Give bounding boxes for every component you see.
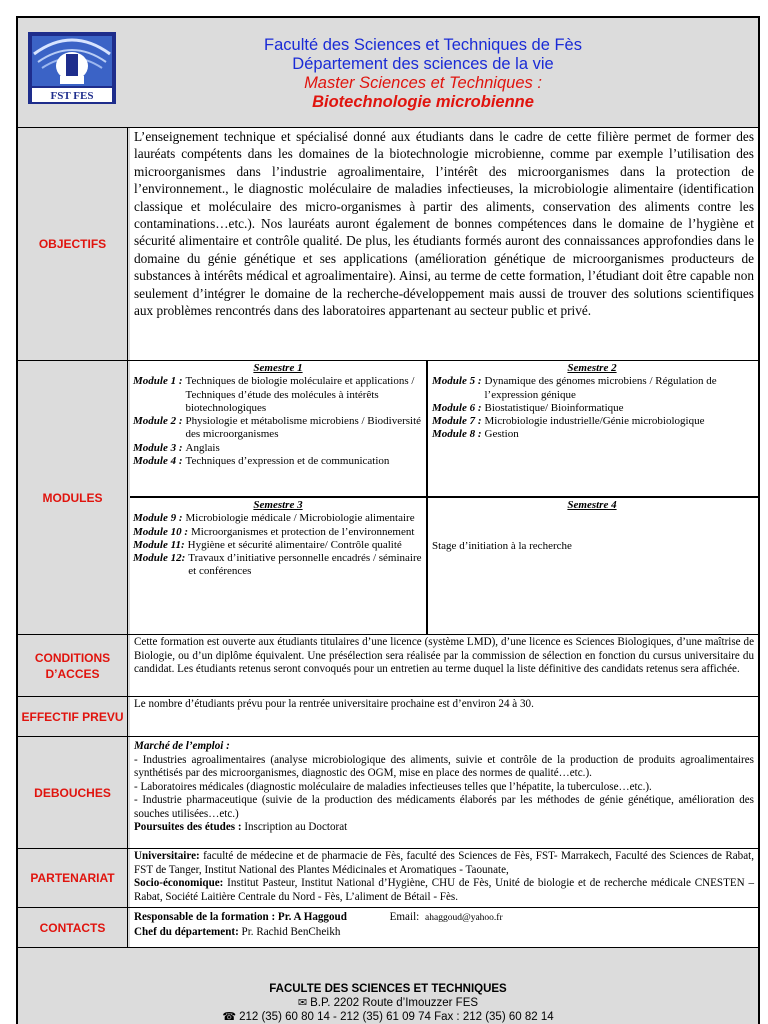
partenariat-row [18, 849, 758, 908]
module-key: Module 7 : [432, 415, 482, 428]
telephone-icon: ☎ [222, 1011, 237, 1023]
faculty-title: Faculté des Sciences et Techniques de Fès [264, 36, 582, 54]
contacts-label: CONTACTS [18, 908, 128, 947]
modules-label: MODULES [18, 361, 128, 634]
effectif-label: EFFECTIF PREVU [18, 697, 128, 736]
module-item [133, 415, 423, 442]
mailbox-icon: ✉ [297, 997, 308, 1009]
module-key: Module 10 : [133, 525, 188, 538]
module-key: Module 9 : [133, 512, 183, 525]
module-value: Microbiologie médicale / Microbiologie alimentaire [185, 512, 415, 525]
semestre-1 [133, 362, 423, 468]
module-key: Module 4 : [133, 455, 183, 468]
master-title: Master Sciences et Techniques : [304, 74, 542, 92]
socio-title: Socio-économique: [134, 877, 224, 889]
module-value: Microbiologie industrielle/Génie microbiologique [484, 415, 705, 428]
responsable-title: Responsable de la formation [134, 911, 269, 923]
contacts-cell: Responsable de la formation : Pr. A Haggoud Email: ahaggoud@yahoo.fr Chef du département: Pr. Rachid BenCheikh [130, 908, 758, 947]
module-key: Module 8 : [432, 428, 482, 441]
module-key: Module 3 : [133, 441, 183, 454]
module-item [432, 415, 752, 428]
document-frame [16, 16, 760, 1024]
debouche-item-2: - Laboratoires médicales (diagnostic moléculaire de maladies infectieuses telles que l’hépatite, la tuberculose…etc.). [134, 780, 652, 793]
email-link[interactable]: ahaggoud@yahoo.fr [425, 913, 503, 923]
department-title: Département des sciences de la vie [292, 55, 554, 73]
module-key: Module 2 : [133, 415, 183, 428]
module-item [133, 512, 423, 525]
module-item [432, 375, 752, 402]
universitaire-title: Universitaire: [134, 850, 200, 862]
module-value: Techniques de biologie moléculaire et applications / Techniques d’étude des molécules à intérêts biotechnologiques [185, 375, 415, 414]
footer-address: B.P. 2202 Route d’Imouzzer FES [310, 997, 479, 1009]
module-value: Dynamique des génomes microbiens / Régulation de l’expression génique [484, 375, 717, 401]
responsable-name: Pr. A Haggoud [277, 911, 347, 923]
module-value: Techniques d’expression et de communication [185, 455, 390, 468]
footer [18, 966, 758, 1024]
modules-cell [130, 361, 758, 634]
module-value: Physiologie et métabolisme microbiens / Biodiversité des microorganismes [185, 415, 422, 441]
chef-title: Chef du département: [134, 926, 239, 938]
poursuite-text: Inscription au Doctorat [241, 821, 348, 833]
conditions-label: CONDITIONS D’ACCES [18, 635, 128, 696]
chef-name: Pr. Rachid BenCheikh [238, 926, 341, 938]
semestre-2-title: Semestre 2 [567, 362, 617, 374]
module-item [133, 442, 423, 455]
debouches-label: DEBOUCHES [18, 737, 128, 848]
module-item [133, 552, 423, 579]
semestre-4-title: Semestre 4 [567, 499, 617, 511]
marche-title: Marché de l’emploi : [134, 740, 230, 752]
partenariat-label: PARTENARIAT [18, 849, 128, 907]
program-title: Biotechnologie microbienne [312, 93, 534, 111]
logo-caption: FST FES [50, 90, 94, 102]
module-key: Module 5 : [432, 375, 482, 388]
debouches-cell [130, 737, 758, 848]
module-item [133, 539, 423, 552]
module-value: Microorganismes et protection de l’environnement [191, 525, 415, 538]
debouche-item-3: - Industrie pharmaceutique (suivie de la production des médicaments élaborés par les méthodes de génie génétique, amélioration des souches utilisées…etc.) [134, 794, 754, 820]
effectif-row [18, 697, 758, 737]
socio-text: Institut Pasteur, Institut National d’Hygiène, CHU de Fès, Unité de biologie et de recherche médicale CNESTEN – Rabat, Société Laitière Centrale du Nord - Fès, L’aliment de Bétail - Fès. [134, 877, 754, 903]
module-key: Module 1 : [133, 375, 183, 388]
semestre-4 [432, 499, 752, 554]
module-item [133, 455, 423, 468]
module-value: Anglais [185, 441, 220, 454]
module-key: Module 12: [133, 552, 186, 565]
effectif-text: Le nombre d’étudiants prévu pour la rentrée universitaire prochaine est d’environ 24 à 30. [130, 697, 758, 736]
contacts-row [18, 908, 758, 948]
objectifs-label: OBJECTIFS [18, 128, 128, 360]
module-value: Travaux d’initiative personnelle encadrés / séminaire et conférences [188, 552, 422, 578]
semestre-3 [133, 499, 423, 579]
objectifs-text: L’enseignement technique et spécialisé donné aux étudiants dans le cadre de cette filière permet de former des lauréats compétents dans les domaines de la biotechnologie microbienne, comme par exemple l’utilisation des microorganismes dans l’industrie agroalimentaire, l’intérêt des microorganismes dans la protection de l’environnement., le diagnostic moléculaire de maladies infectieuses, la microbiologie alimentaire (identification classique et moléculaire des micro-organismes à partir des aliments, conservation des aliments contre les contaminations…etc.). Nos lauréats auront également de bonnes compétences dans le domaine de l’hygiène et sécurité alimentaire et contrôle qualité. De plus, les étudiants formés auront des connaissances approfondies dans le domaine du génie génétique et ses applications (amélioration génétique de microorganismes producteurs de substances à intérêts médical et agroalimentaire). Ainsi, au terme de cette formation, l’étudiant doit être capable non seulement d’intégrer le domaine de la recherche-développement mais aussi de trouver des solutions scientifiques aux problèmes rencontrés dans des laboratoires appartenant au secteur public et privé. [130, 128, 758, 360]
email-label: Email: [389, 911, 420, 923]
poursuite-title: Poursuites des études : [134, 821, 242, 833]
conditions-text: Cette formation est ouverte aux étudiants titulaires d’une licence (système LMD), d’une licence es Sciences Biologiques, d’une maîtrise de Biologie, ou d’un diplôme équivalent. Une présélection sera réalisée par la commission de sélection en fonction du cursus universitaire du candidat. Les étudiants retenus seront convoqués pour un entretien au terme duquel la liste définitive des candidats retenus sera affichée. [130, 635, 758, 696]
module-item [432, 402, 752, 415]
modules-row [18, 361, 758, 635]
partenariat-cell [130, 849, 758, 907]
semestre-4-text: Stage d’initiation à la recherche [432, 540, 572, 553]
module-key: Module 6 : [432, 401, 482, 414]
semestre-2 [432, 362, 752, 442]
module-value: Biostatistique/ Bioinformatique [484, 401, 624, 414]
module-item [133, 375, 423, 415]
module-value: Gestion [484, 428, 519, 441]
semestre-3-title: Semestre 3 [253, 499, 303, 511]
objectifs-row [18, 128, 758, 361]
footer-title: FACULTE DES SCIENCES ET TECHNIQUES [269, 983, 507, 995]
conditions-row [18, 635, 758, 697]
debouche-item-1: - Industries agroalimentaires (analyse microbiologique des aliments, suivie et contrôle de la production de produits agroalimentaires synthétisés par des microorganismes, diagnostic des OGM, mise en place des normes de qualité…etc.). [134, 753, 754, 779]
footer-phones: 212 (35) 60 80 14 - 212 (35) 61 09 74 Fax : 212 (35) 60 82 14 [239, 1011, 554, 1023]
debouches-row [18, 737, 758, 849]
module-item [133, 526, 423, 539]
module-item [432, 428, 752, 441]
semestre-1-title: Semestre 1 [253, 362, 303, 374]
module-value: Hygiène et sécurité alimentaire/ Contrôle qualité [187, 538, 402, 551]
header [18, 18, 758, 128]
module-key: Module 11: [133, 538, 185, 551]
universitaire-text: faculté de médecine et de pharmacie de Fès, faculté des Sciences de Fès, FST- Marrakech, Faculté des Sciences de Rabat, FST de Tanger, Institut National des Plantes Médicinales et Aromatiques - Taounate, [134, 850, 754, 876]
fst-logo [28, 32, 116, 104]
